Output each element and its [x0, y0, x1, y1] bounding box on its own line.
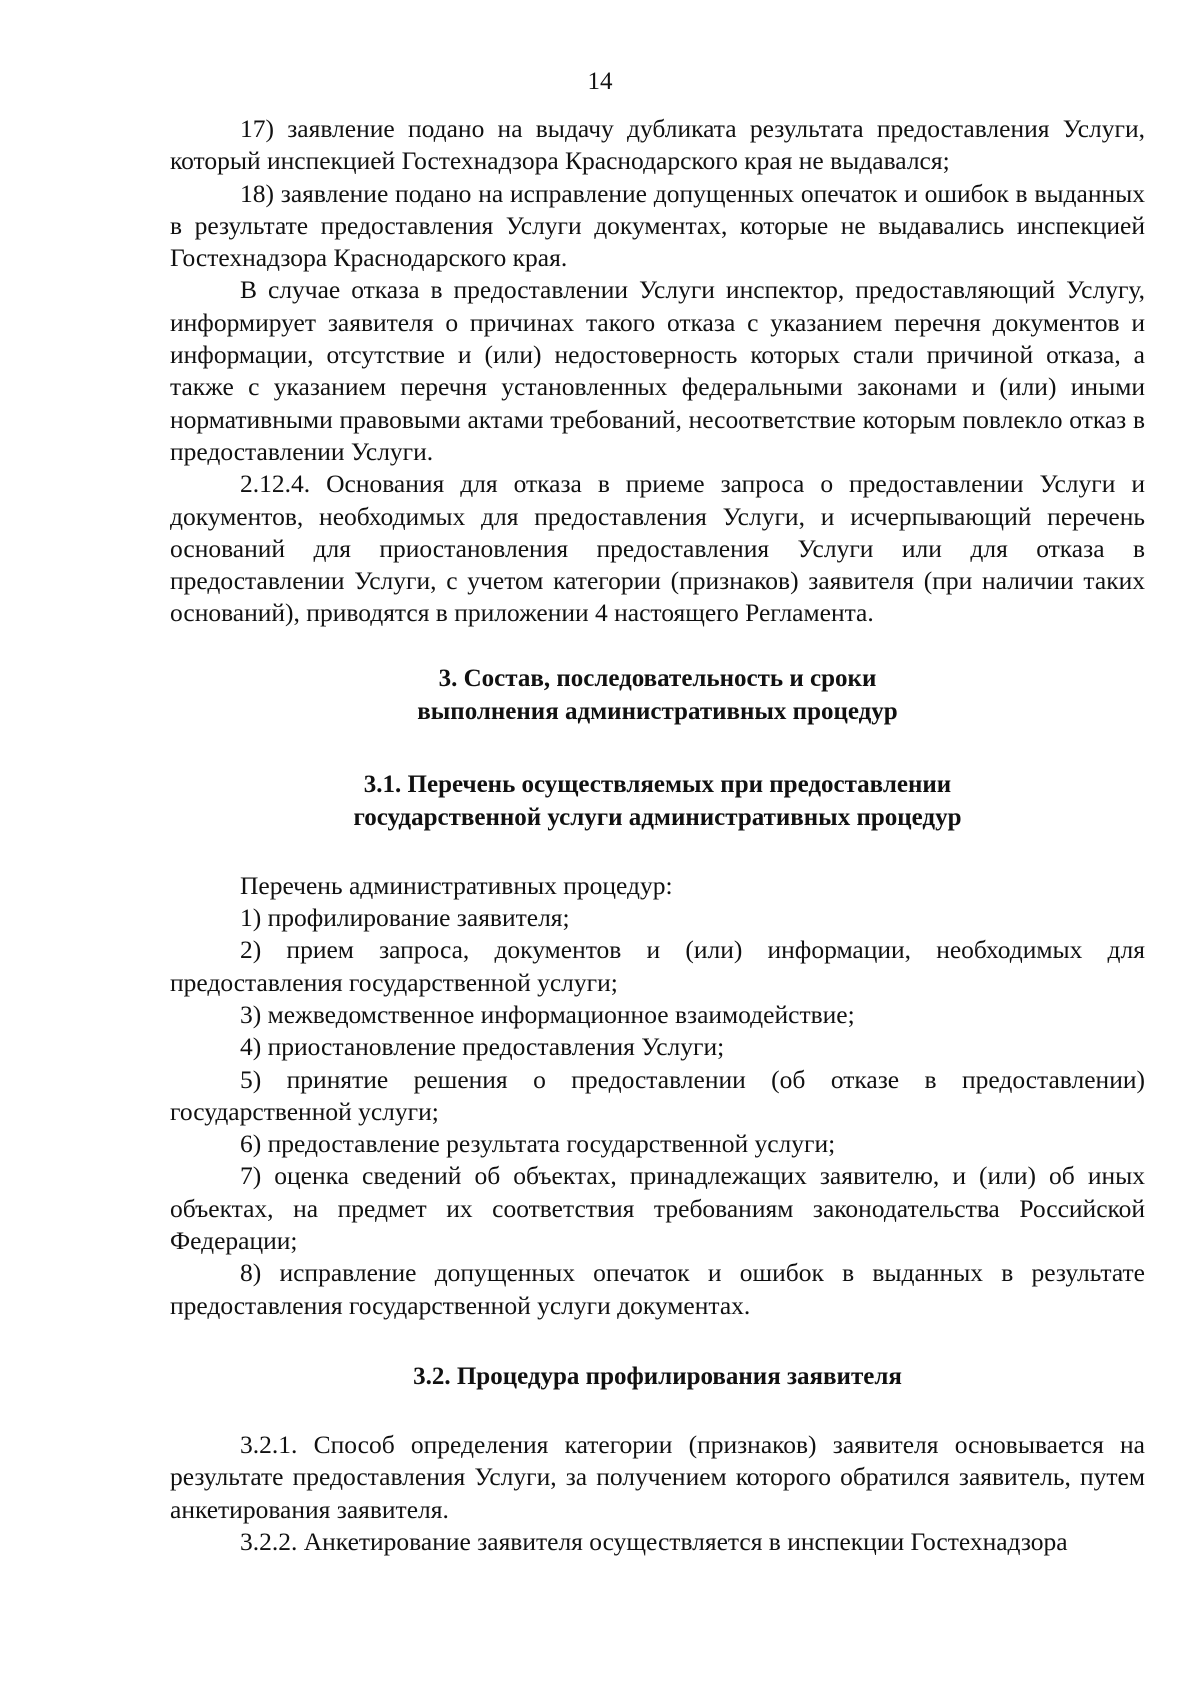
procedure-item: 3) межведомственное информационное взаимодействие; — [240, 999, 855, 1029]
paragraph-3-2-1: 3.2.1. Способ определения категории (признаков) заявителя основывается на результате предоставления Услуги, за получением которого обратился заявитель, путем анкетирования заявителя. — [170, 1429, 1145, 1524]
document-body — [170, 113, 1145, 1558]
paragraph-3-2-2: 3.2.2. Анкетирование заявителя осуществляется в инспекции Гостехнадзора — [240, 1526, 1068, 1556]
procedure-item: 8) исправление допущенных опечаток и ошибок в выданных в результате предоставления государственной услуги документах. — [170, 1258, 1145, 1320]
procedure-item: 1) профилирование заявителя; — [240, 903, 570, 933]
page-number: 14 — [587, 68, 613, 95]
section-3-title — [170, 662, 1145, 728]
paragraph-item-17: 17) заявление подано на выдачу дубликата результата предоставления Услуги, который инспекцией Гостехнадзора Краснодарского края не выдавался; — [170, 114, 1145, 176]
procedure-item: 6) предоставление результата государственной услуги; — [240, 1129, 836, 1159]
procedure-item: 2) прием запроса, документов и (или) информации, необходимых для предоставления государственной услуги; — [170, 935, 1145, 997]
procedure-item: 7) оценка сведений об объектах, принадлежащих заявителю, и (или) об иных объектах, на предмет их соответствия требованиям законодательства Российской Федерации; — [170, 1161, 1145, 1256]
procedure-item: 4) приостановление предоставления Услуги; — [240, 1032, 725, 1062]
paragraph-2-12-4: 2.12.4. Основания для отказа в приеме запроса о предоставлении Услуги и документов, необходимых для предоставления Услуги, и исчерпывающий перечень оснований для приостановления предоставления Услуги или для отказа в предоставлении Услуги, с учетом категории (признаков) заявителя (при наличии таких оснований), приводятся в приложении 4 настоящего Регламента. — [170, 469, 1145, 628]
section-3-title-line1: 3. Состав, последовательность и сроки — [438, 664, 877, 692]
paragraph-item-18: 18) заявление подано на исправление допущенных опечаток и ошибок в выданных в результате предоставления Услуги документах, которые не выдавались инспекцией Гостехнадзора Краснодарского края. — [170, 178, 1145, 273]
section-3-2-title: 3.2. Процедура профилирования заявителя — [413, 1362, 902, 1390]
section-3-title-line2: выполнения административных процедур — [417, 697, 898, 725]
procedure-item: 5) принятие решения о предоставлении (об отказе в предоставлении) государственной услуги; — [170, 1064, 1145, 1126]
section-3-1-title-line2: государственной услуги административных процедур — [353, 803, 962, 831]
section-3-1-title-line1: 3.1. Перечень осуществляемых при предоставлении — [363, 770, 952, 798]
procedures-intro: Перечень административных процедур: — [240, 870, 673, 900]
section-3-1-title — [170, 768, 1145, 834]
paragraph-refusal: В случае отказа в предоставлении Услуги инспектор, предоставляющий Услугу, информирует заявителя о причинах такого отказа с указанием перечня документов и информации, отсутствие и (или) недостоверность которых стали причиной отказа, а также с указанием перечня установленных федеральными законами и (или) иными нормативными правовыми актами требований, несоответствие которым повлекло отказ в предоставлении Услуги. — [170, 275, 1145, 466]
